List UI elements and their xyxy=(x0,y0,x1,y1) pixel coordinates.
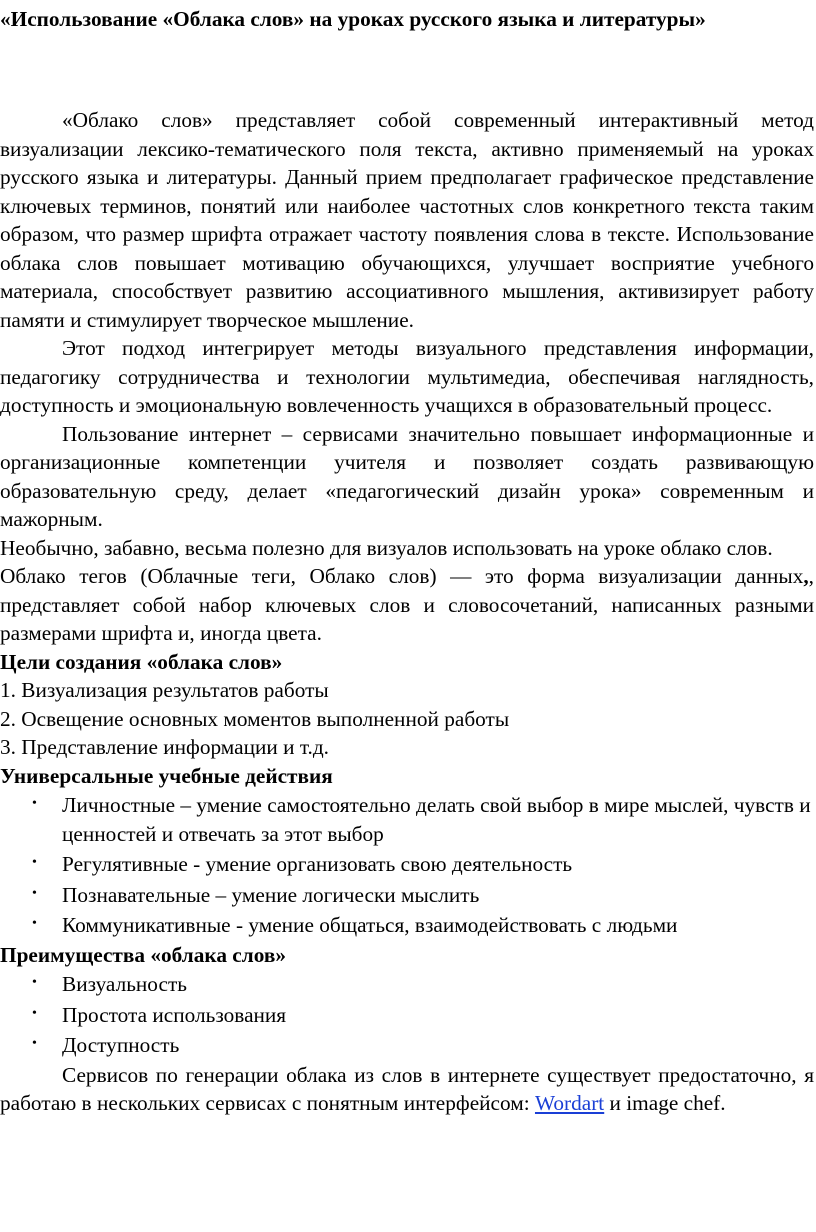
definition-text-end: , представляет собой набор ключевых слов и словосочетаний, написанных разными размерами шрифта и, иногда цвета. xyxy=(0,564,814,645)
bullet-icon: • xyxy=(32,975,37,990)
paragraph-internet-services: Пользование интернет – сервисами значительно повышает информационные и организационные компетенции учителя и позволяет создать развивающую образовательную среду, делает «педагогический дизайн урока» современным и мажорным. xyxy=(0,421,814,531)
advantage-item-text: Визуальность xyxy=(62,972,187,996)
definition-bold-comma: , xyxy=(803,564,809,588)
goal-item: 1. Визуализация результатов работы xyxy=(0,678,329,702)
uud-item-text: Личностные – умение самостоятельно делать свой выбор в мире мыслей, чувств и ценностей и отвечать за этот выбор xyxy=(62,793,811,846)
bullet-icon: • xyxy=(32,885,37,901)
advantage-item xyxy=(32,969,814,1000)
advantage-item-text: Доступность xyxy=(62,1033,180,1057)
uud-list xyxy=(0,790,814,941)
paragraph-intro: «Облако слов» представляет собой современный интерактивный метод визуализации лексико-тематического поля текста, активно применяемый на уроках русского языка и литературы. Данный прием предполагает графическое представление ключевых терминов, понятий или наиболее частотных слов конкретного текста таким образом, что размер шрифта отражает частоту появления слова в тексте. Использование облака слов повышает мотивацию обучающихся, улучшает восприятие учебного материала, способствует развитию ассоциативного мышления, активизирует работу памяти и стимулирует творческое мышление. xyxy=(0,108,814,332)
paragraph-unusual: Необычно, забавно, весьма полезно для визуалов использовать на уроке облако слов. xyxy=(0,535,773,560)
wordart-link[interactable]: Wordart xyxy=(534,1091,605,1115)
advantage-item-text: Простота использования xyxy=(62,1002,287,1027)
uud-item xyxy=(32,880,814,911)
goal-item: 3. Представление информации и т.д. xyxy=(0,735,330,759)
bullet-icon: • xyxy=(32,916,37,931)
uud-item xyxy=(32,790,814,849)
uud-item xyxy=(32,849,814,880)
advantage-item xyxy=(32,1030,814,1061)
goal-item: 2. Освещение основных моментов выполненной работы xyxy=(0,706,510,731)
document-title: «Использование «Облака слов» на уроках русского языка и литературы» xyxy=(0,7,706,31)
definition-text-start: Облако тегов (Облачные теги, Облако слов) — это форма визуализации данных xyxy=(0,564,804,588)
services-text-before: Сервисов по генерации облака из слов в интернете существует предостаточно, я работаю в нескольких сервисах с понятным интерфейсом: xyxy=(0,1062,814,1115)
uud-item-text: Познавательные – умение логически мыслить xyxy=(62,882,480,907)
bullet-icon: • xyxy=(32,855,37,870)
advantages-heading: Преимущества «облака слов» xyxy=(0,942,286,967)
bullet-icon: • xyxy=(32,1036,37,1051)
uud-item-text: Регулятивные - умение организовать свою деятельность xyxy=(62,852,573,876)
bullet-icon: • xyxy=(32,796,37,811)
advantages-list xyxy=(0,969,814,1061)
advantage-item xyxy=(32,1000,814,1031)
uud-item-text: Коммуникативные - умение общаться, взаимодействовать с людьми xyxy=(62,913,678,937)
paragraph-tag-cloud-definition xyxy=(0,562,814,648)
uud-heading: Универсальные учебные действия xyxy=(0,763,333,788)
paragraph-approach: Этот подход интегрирует методы визуального представления информации, педагогику сотрудничества и технологии мультимедиа, обеспечивая наглядность, доступность и эмоциональную вовлеченность учащихся в образовательный процесс. xyxy=(0,336,814,417)
document-page xyxy=(0,3,816,1232)
services-text-after: и image chef. xyxy=(604,1091,726,1115)
goals-heading: Цели создания «облака слов» xyxy=(0,649,283,674)
paragraph-services xyxy=(0,1061,814,1118)
title-spacer xyxy=(0,35,814,106)
bullet-icon: • xyxy=(32,1005,37,1021)
uud-item xyxy=(32,910,814,941)
